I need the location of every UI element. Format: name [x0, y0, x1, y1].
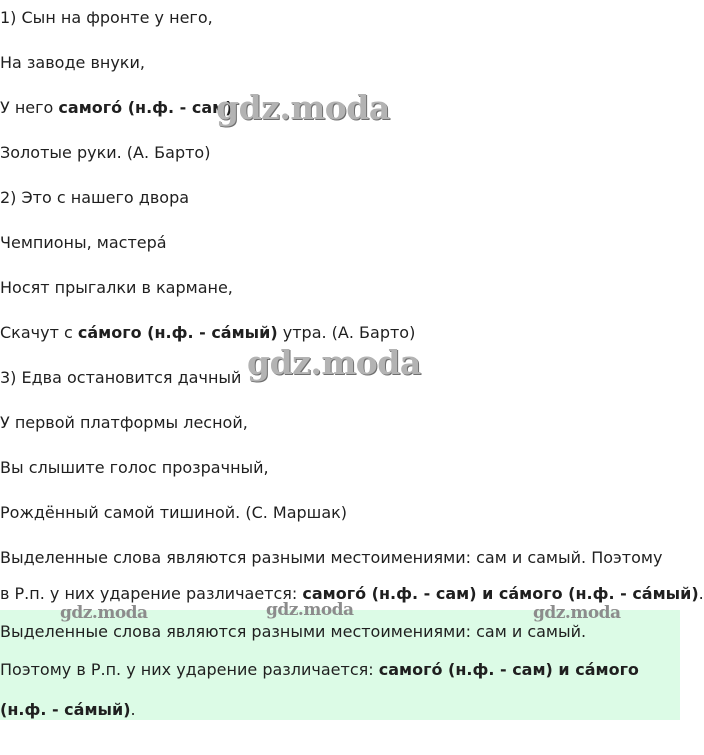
poem1-line2: На заводе внуки,	[0, 53, 145, 72]
poem2-line4	[0, 323, 415, 343]
poem1-line3-text: У него	[0, 98, 59, 117]
poem3-line4: Рождённый самой тишиной. (С. Маршак)	[0, 503, 348, 522]
answer-line3-post: .	[130, 700, 136, 719]
poem1-line3	[0, 98, 233, 118]
answer-bold-2: (н.ф. - са́мый)	[0, 700, 131, 719]
answer-line1: Выделенные слова являются разными местоимениями: сам и самый.	[0, 622, 587, 641]
explanation-bold: самого́ (н.ф. - сам) и са́мого (н.ф. - са́мый)	[302, 584, 699, 603]
answer-line2	[0, 660, 639, 680]
watermark-5: gdz.moda	[533, 603, 621, 623]
poem3-line3: Вы слышите голос прозрачный,	[0, 458, 269, 477]
poem2-line2: Чемпионы, мастера́	[0, 233, 167, 252]
answer-line2-pre: Поэтому в Р.п. у них ударение различается:	[0, 660, 379, 679]
watermark-2: gdz.moda	[247, 343, 421, 382]
watermark-4: gdz.moda	[266, 600, 354, 620]
poem3-line2: У первой платформы лесной,	[0, 413, 248, 432]
explanation-line2-pre: в Р.п. у них ударение различается:	[0, 584, 303, 603]
poem2-line4-pre: Скачут с	[0, 323, 78, 342]
poem2-line4-post: утра. (А. Барто)	[277, 323, 416, 342]
answer-line3	[0, 700, 136, 720]
highlighted-word-samogo: самого́ (н.ф. - сам)	[58, 98, 233, 117]
poem2-line3: Носят прыгалки в кармане,	[0, 278, 233, 297]
explanation-line1: Выделенные слова являются разными местоимениями: сам и самый. Поэтому	[0, 548, 663, 567]
poem3-line1: 3) Едва остановится дачный	[0, 368, 242, 387]
poem1-line4: Золотые руки. (А. Барто)	[0, 143, 211, 162]
watermark-1: gdz.moda	[216, 88, 390, 127]
highlighted-word-samogo-2: са́мого (н.ф. - са́мый)	[77, 323, 278, 342]
explanation-line2-post: .	[698, 584, 704, 603]
answer-bold-1: самого́ (н.ф. - сам) и са́мого	[378, 660, 639, 679]
poem2-line1: 2) Это с нашего двора	[0, 188, 190, 207]
poem1-line1: 1) Сын на фронте у него,	[0, 8, 213, 27]
watermark-3: gdz.moda	[60, 603, 148, 623]
